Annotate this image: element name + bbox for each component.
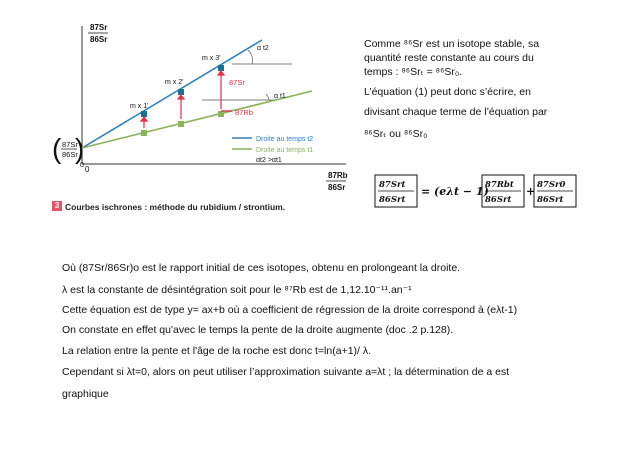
- formula-plus: +: [526, 185, 536, 198]
- legend-label-t1: Droite au temps t1: [256, 147, 314, 154]
- legend-label-t2: Droite au temps t2: [256, 136, 314, 143]
- x-axis-label-den: 86Sr: [328, 183, 346, 192]
- origin-label: 0: [85, 165, 90, 174]
- sr87-label: 87Sr: [229, 78, 245, 87]
- paragraph-2: λ est la constante de désintégration soit pour le ⁸⁷Rb est de 1,12.10⁻¹¹.an⁻¹: [62, 284, 412, 296]
- intercept-sub: 0: [80, 162, 84, 169]
- paragraph-1: Où (87Sr/86Sr)o est le rapport initial de ces isotopes, obtenu en prolongeant la droite.: [62, 262, 461, 274]
- formula-mid-den: 86Srt: [485, 195, 512, 205]
- intercept-den: 86Sr: [62, 150, 78, 159]
- point-label-2: m x 2': [165, 79, 184, 86]
- angle-arc-t1: [266, 94, 269, 100]
- intercept-paren-left: (: [52, 133, 62, 164]
- line-t2: [82, 40, 262, 148]
- figure-number-badge: 3: [52, 201, 62, 211]
- x-axis-label-num: 87Rb: [328, 171, 348, 180]
- right-text-line-2: quantité reste constante au cours du: [364, 52, 534, 64]
- isochron-figure: [52, 18, 352, 218]
- right-text-line-5: divisant chaque terme de l’équation par: [364, 106, 548, 118]
- formula-rhs-num: 87Sr0: [537, 180, 566, 190]
- paragraph-3: Cette équation est de type y= ax+b où a coefficient de régression de la droite correspond à (eλt-1): [62, 304, 518, 316]
- intercept-num: 87Sr: [62, 140, 78, 149]
- decay-arrows: [141, 71, 232, 128]
- right-text-line-4: L’équation (1) peut donc s’écrire, en: [364, 86, 531, 98]
- y-axis-label-den: 86Sr: [90, 35, 108, 44]
- right-text-line-1: Comme ⁸⁶Sr est un isotope stable, sa: [364, 38, 540, 50]
- rb87-label: 87Rb: [235, 108, 253, 117]
- legend-label-compare: αt2 >αt1: [256, 157, 282, 164]
- y-axis-label-num: 87Sr: [90, 23, 108, 32]
- intercept-paren-right: ): [75, 133, 85, 164]
- right-text-line-6: ⁸⁶Srₜ ou ⁸⁶Sr₀: [364, 128, 428, 140]
- formula-rhs-den: 86Srt: [537, 195, 564, 205]
- arrow-3-head: [218, 71, 224, 75]
- arrow-2-head: [178, 95, 184, 99]
- point-label-1: m x 1': [130, 103, 149, 110]
- paragraph-7: graphique: [62, 388, 109, 400]
- paragraph-6: Cependant si λt=0, alors on peut utiliser l’approximation suivante a=λt ; la détermination de a est: [62, 366, 510, 378]
- angle-arc-t2: [248, 50, 253, 64]
- alpha-t2-label: α t2: [257, 45, 269, 52]
- paragraph-4: On constate en effet qu'avec le temps la pente de la droite augmente (doc .2 p.128).: [62, 324, 454, 336]
- point-t1-3: [218, 111, 224, 117]
- paragraph-5: La relation entre la pente et l'âge de la roche est donc t=ln(a+1)/ λ.: [62, 345, 372, 357]
- isochron-formula: [374, 174, 578, 208]
- figure-caption: Courbes ischrones : méthode du rubidium / strontium.: [65, 202, 286, 212]
- formula-lhs-den: 86Srt: [379, 195, 406, 205]
- formula-eq: = (eλt − 1): [421, 185, 489, 198]
- alpha-t1-label: α t1: [274, 93, 286, 100]
- point-t1-1: [141, 130, 147, 136]
- formula-mid-num: 87Rbt: [485, 180, 514, 190]
- point-label-3: m x 3': [202, 55, 221, 62]
- point-t1-2: [178, 121, 184, 127]
- arrow-1-head: [141, 117, 147, 121]
- right-text-line-3: temps : ⁸⁶Srₜ = ⁸⁶Sr₀.: [364, 66, 463, 78]
- formula-lhs-num: 87Srt: [379, 180, 406, 190]
